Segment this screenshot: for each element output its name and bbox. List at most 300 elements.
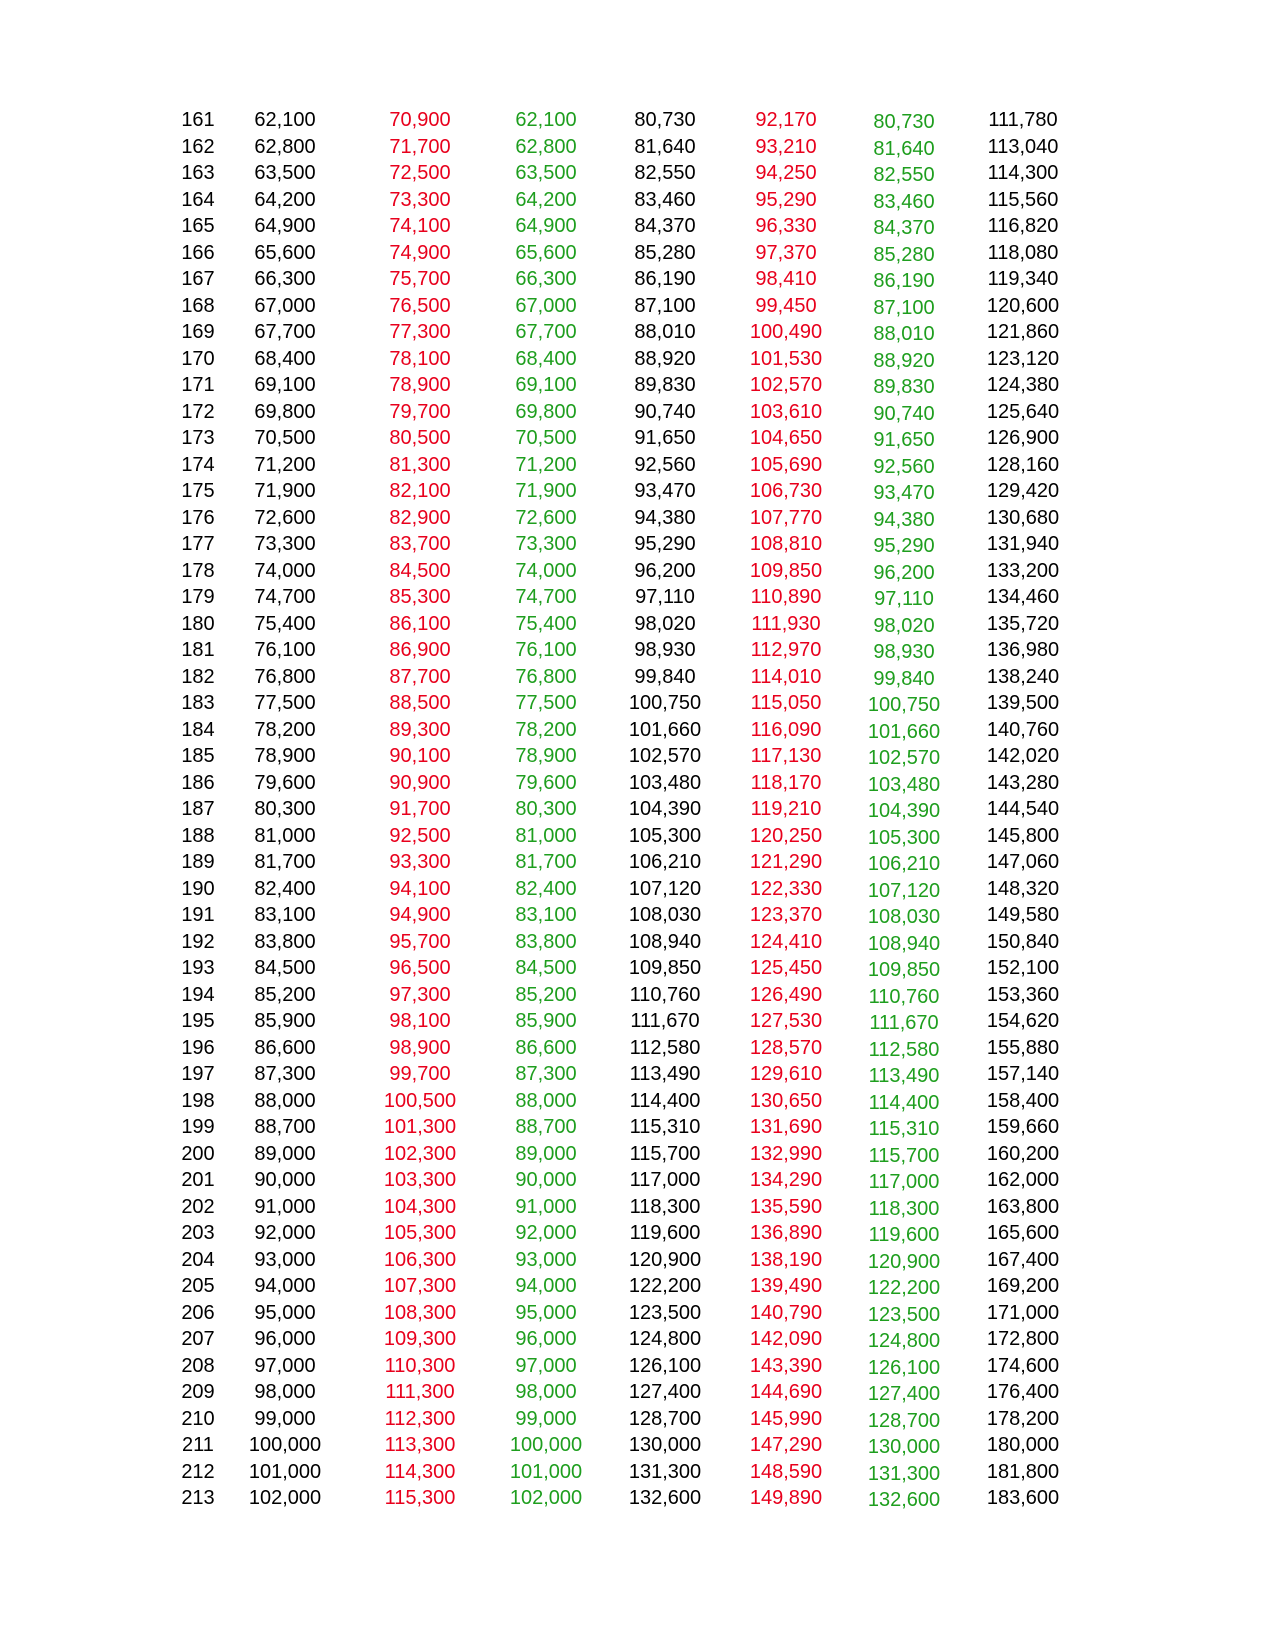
table-cell: 79,600: [515, 771, 577, 794]
table-row: [180, 584, 1086, 611]
table-cell: 116,090: [750, 718, 822, 741]
table-cell: 92,560: [873, 455, 935, 478]
table-cell: 127,400: [628, 1381, 702, 1403]
table-cell: 63,500: [515, 162, 577, 184]
table-cell: 65,600: [515, 241, 577, 264]
table-row: [180, 796, 1086, 823]
table-cell: 100,000: [509, 1434, 583, 1456]
table-cell: 85,200: [254, 983, 316, 1006]
table-cell: 103,480: [867, 773, 941, 796]
table-cell: 99,840: [873, 667, 935, 690]
table-cell: 101,000: [248, 1460, 322, 1483]
row-number-cell: 186: [181, 771, 215, 794]
table-cell: 176,400: [986, 1381, 1060, 1403]
table-cell: 81,300: [389, 453, 451, 476]
table-cell: 86,600: [515, 1036, 577, 1059]
table-cell: 69,800: [254, 400, 316, 423]
table-cell: 70,900: [389, 109, 451, 131]
table-cell: 62,100: [254, 109, 316, 131]
row-number-cell: 171: [181, 374, 215, 396]
table-cell: 83,100: [254, 904, 316, 926]
table-row: [180, 160, 1086, 187]
table-cell: 80,730: [634, 109, 696, 131]
table-row: [180, 319, 1086, 346]
table-row: [180, 1353, 1086, 1380]
table-cell: 118,300: [629, 1195, 701, 1218]
table-cell: 91,650: [873, 429, 935, 451]
table-row: [180, 717, 1086, 744]
table-cell: 76,800: [515, 665, 577, 688]
row-number-cell: 180: [181, 612, 215, 635]
table-cell: 81,700: [515, 851, 577, 873]
row-number-cell: 163: [181, 162, 215, 184]
table-cell: 94,100: [389, 877, 451, 900]
table-cell: 89,000: [254, 1142, 316, 1165]
table-row: [180, 1220, 1086, 1247]
row-number-cell: 194: [181, 983, 215, 1006]
table-cell: 94,000: [254, 1275, 316, 1297]
table-cell: 139,490: [749, 1275, 823, 1297]
table-cell: 86,600: [254, 1036, 316, 1059]
table-cell: 73,300: [515, 533, 577, 555]
table-cell: 126,490: [749, 983, 823, 1006]
table-cell: 63,500: [254, 162, 316, 184]
table-cell: 120,900: [867, 1250, 941, 1273]
table-cell: 145,990: [749, 1407, 823, 1430]
row-number-cell: 174: [181, 453, 215, 476]
table-cell: 101,660: [867, 720, 941, 743]
table-cell: 100,500: [383, 1089, 457, 1112]
table-cell: 79,700: [389, 400, 451, 423]
table-cell: 94,380: [873, 508, 935, 531]
table-row: [180, 478, 1086, 505]
table-cell: 75,400: [254, 612, 316, 635]
table-cell: 106,210: [867, 853, 941, 875]
table-cell: 95,290: [755, 188, 817, 211]
table-cell: 98,410: [755, 268, 817, 290]
table-cell: 102,570: [628, 745, 702, 767]
table-cell: 154,620: [986, 1010, 1060, 1032]
table-cell: 132,600: [628, 1487, 702, 1509]
table-cell: 76,500: [389, 294, 451, 317]
table-cell: 71,200: [515, 453, 577, 476]
table-cell: 83,800: [515, 930, 577, 953]
table-cell: 84,370: [873, 217, 935, 239]
table-cell: 87,300: [254, 1063, 316, 1085]
table-cell: 73,300: [389, 188, 451, 211]
table-cell: 74,900: [389, 241, 451, 264]
table-cell: 140,760: [986, 718, 1060, 741]
table-cell: 93,470: [634, 480, 696, 502]
row-number-cell: 204: [181, 1248, 215, 1271]
table-cell: 64,200: [254, 188, 316, 211]
table-row: [180, 134, 1086, 161]
table-cell: 71,200: [254, 453, 316, 476]
row-number-cell: 183: [181, 692, 215, 714]
table-cell: 108,030: [867, 906, 941, 928]
row-number-cell: 210: [181, 1407, 215, 1430]
row-number-cell: 182: [181, 665, 215, 688]
table-cell: 93,300: [389, 851, 451, 873]
table-cell: 85,300: [389, 586, 451, 608]
table-cell: 183,600: [986, 1487, 1060, 1509]
table-row: [180, 107, 1086, 134]
table-cell: 83,460: [873, 190, 935, 213]
table-cell: 72,500: [389, 162, 451, 184]
table-cell: 93,210: [755, 135, 817, 158]
row-number-cell: 191: [181, 904, 215, 926]
table-cell: 77,500: [515, 692, 577, 714]
table-cell: 107,770: [749, 506, 823, 529]
table-cell: 104,390: [628, 798, 702, 820]
table-cell: 120,250: [749, 824, 823, 847]
table-cell: 68,400: [515, 347, 577, 370]
row-number-cell: 164: [181, 188, 215, 211]
table-cell: 87,700: [389, 665, 451, 688]
table-cell: 96,200: [873, 561, 935, 584]
table-body: [180, 107, 1086, 1512]
table-cell: 71,900: [254, 480, 316, 502]
table-cell: 88,010: [634, 321, 696, 343]
table-cell: 174,600: [986, 1354, 1060, 1377]
row-number-cell: 170: [181, 347, 215, 370]
table-cell: 64,900: [515, 215, 577, 237]
table-row: [180, 346, 1086, 373]
table-cell: 138,190: [749, 1248, 823, 1271]
table-cell: 152,100: [986, 957, 1060, 979]
table-cell: 132,990: [749, 1142, 823, 1165]
table-cell: 144,540: [986, 798, 1060, 820]
row-number-cell: 200: [181, 1142, 215, 1165]
table-cell: 80,300: [254, 798, 316, 820]
table-cell: 124,380: [986, 374, 1060, 396]
table-cell: 120,600: [986, 294, 1060, 317]
table-cell: 82,550: [634, 162, 696, 184]
table-row: [180, 531, 1086, 558]
table-cell: 96,500: [389, 957, 451, 979]
table-cell: 155,880: [986, 1036, 1060, 1059]
table-row: [180, 955, 1086, 982]
table-row: [180, 1459, 1086, 1486]
table-cell: 95,000: [254, 1301, 316, 1324]
table-cell: 74,000: [515, 559, 577, 582]
table-cell: 80,300: [515, 798, 577, 820]
table-cell: 138,240: [986, 665, 1060, 688]
table-cell: 67,000: [515, 294, 577, 317]
row-number-cell: 212: [181, 1460, 215, 1483]
table-cell: 86,190: [634, 268, 696, 290]
row-number-cell: 208: [181, 1354, 215, 1377]
table-cell: 98,100: [389, 1010, 451, 1032]
table-cell: 69,800: [515, 400, 577, 423]
table-cell: 98,000: [254, 1381, 316, 1403]
row-number-cell: 203: [181, 1222, 215, 1244]
table-cell: 62,800: [254, 135, 316, 158]
table-cell: 143,390: [749, 1354, 823, 1377]
table-cell: 85,280: [634, 241, 696, 264]
table-cell: 131,940: [986, 533, 1060, 555]
table-cell: 89,000: [515, 1142, 577, 1165]
table-cell: 122,200: [867, 1277, 941, 1299]
table-cell: 78,900: [515, 745, 577, 767]
table-cell: 109,850: [867, 959, 941, 981]
table-cell: 95,000: [515, 1301, 577, 1324]
table-cell: 130,650: [749, 1089, 823, 1112]
table-cell: 86,100: [389, 612, 451, 635]
table-cell: 111,930: [751, 612, 821, 635]
table-cell: 95,700: [389, 930, 451, 953]
table-cell: 81,640: [873, 137, 935, 160]
table-cell: 74,100: [389, 215, 451, 237]
table-cell: 101,300: [383, 1116, 457, 1138]
table-cell: 117,000: [629, 1169, 701, 1191]
table-cell: 102,570: [867, 747, 941, 769]
table-cell: 119,340: [987, 268, 1059, 290]
table-cell: 93,470: [873, 482, 935, 504]
row-number-cell: 199: [181, 1116, 215, 1138]
table-cell: 134,290: [749, 1169, 823, 1191]
row-number-cell: 213: [181, 1487, 215, 1509]
table-cell: 165,600: [986, 1222, 1060, 1244]
table-cell: 69,100: [515, 374, 577, 396]
table-cell: 159,660: [986, 1116, 1060, 1138]
table-cell: 167,400: [986, 1248, 1060, 1271]
table-cell: 157,140: [986, 1063, 1060, 1085]
table-cell: 98,000: [515, 1381, 577, 1403]
table-cell: 119,600: [629, 1222, 701, 1244]
table-cell: 106,730: [749, 480, 823, 502]
table-cell: 89,300: [389, 718, 451, 741]
table-cell: 92,000: [254, 1222, 316, 1244]
table-cell: 87,100: [634, 294, 696, 317]
table-cell: 83,800: [254, 930, 316, 953]
table-cell: 149,890: [749, 1487, 823, 1509]
table-cell: 64,900: [254, 215, 316, 237]
table-cell: 97,110: [874, 588, 934, 610]
table-row: [180, 1300, 1086, 1327]
table-cell: 106,210: [628, 851, 702, 873]
table-cell: 82,400: [254, 877, 316, 900]
table-cell: 107,300: [383, 1275, 457, 1297]
table-cell: 131,300: [867, 1462, 941, 1485]
table-cell: 92,560: [634, 453, 696, 476]
row-number-cell: 165: [181, 215, 215, 237]
table-cell: 80,730: [873, 111, 935, 133]
table-row: [180, 452, 1086, 479]
table-cell: 136,980: [986, 639, 1060, 661]
table-cell: 112,970: [750, 639, 822, 661]
table-cell: 117,000: [868, 1171, 940, 1193]
table-cell: 82,550: [873, 164, 935, 186]
table-cell: 124,410: [749, 930, 823, 953]
row-number-cell: 189: [181, 851, 215, 873]
table-cell: 121,860: [986, 321, 1060, 343]
table-cell: 71,900: [515, 480, 577, 502]
table-cell: 114,300: [384, 1460, 456, 1483]
table-cell: 93,000: [254, 1248, 316, 1271]
table-cell: 103,610: [749, 400, 823, 423]
table-cell: 169,200: [986, 1275, 1060, 1297]
row-number-cell: 188: [181, 824, 215, 847]
table-cell: 114,400: [868, 1091, 940, 1114]
table-cell: 112,300: [384, 1407, 456, 1430]
row-number-cell: 185: [181, 745, 215, 767]
table-cell: 84,500: [254, 957, 316, 979]
table-row: [180, 1141, 1086, 1168]
table-cell: 82,100: [389, 480, 451, 502]
table-cell: 133,200: [986, 559, 1060, 582]
table-cell: 77,500: [254, 692, 316, 714]
table-cell: 89,830: [634, 374, 696, 396]
table-row: [180, 849, 1086, 876]
table-row: [180, 1247, 1086, 1274]
table-cell: 95,290: [873, 535, 935, 557]
table-cell: 111,670: [630, 1010, 700, 1032]
table-cell: 97,110: [635, 586, 695, 608]
table-cell: 126,100: [628, 1354, 702, 1377]
table-cell: 118,300: [868, 1197, 940, 1220]
table-row: [180, 743, 1086, 770]
table-cell: 98,020: [634, 612, 696, 635]
row-number-cell: 177: [181, 533, 215, 555]
table-cell: 135,720: [986, 612, 1060, 635]
row-number-cell: 187: [181, 798, 215, 820]
table-cell: 70,500: [515, 427, 577, 449]
table-cell: 107,120: [867, 879, 941, 902]
row-number-cell: 211: [182, 1434, 214, 1456]
table-cell: 110,890: [750, 586, 822, 608]
table-cell: 97,000: [254, 1354, 316, 1377]
row-number-cell: 172: [181, 400, 215, 423]
table-cell: 127,400: [867, 1383, 941, 1405]
table-cell: 90,000: [515, 1169, 577, 1191]
row-number-cell: 169: [181, 321, 215, 343]
table-cell: 108,940: [867, 932, 941, 955]
table-cell: 94,900: [389, 904, 451, 926]
table-cell: 102,000: [248, 1487, 322, 1509]
table-cell: 82,900: [389, 506, 451, 529]
row-number-cell: 181: [181, 639, 215, 661]
table-cell: 91,000: [254, 1195, 316, 1218]
row-number-cell: 209: [181, 1381, 215, 1403]
table-cell: 83,100: [515, 904, 577, 926]
table-cell: 85,900: [515, 1010, 577, 1032]
table-cell: 123,120: [986, 347, 1060, 370]
table-cell: 79,600: [254, 771, 316, 794]
table-cell: 85,280: [873, 243, 935, 266]
table-row: [180, 213, 1086, 240]
table-cell: 99,450: [755, 294, 817, 317]
table-cell: 148,590: [749, 1460, 823, 1483]
table-row: [180, 1326, 1086, 1353]
table-cell: 120,900: [628, 1248, 702, 1271]
table-row: [180, 1485, 1086, 1512]
table-cell: 88,500: [389, 692, 451, 714]
table-cell: 94,000: [515, 1275, 577, 1297]
table-cell: 115,310: [629, 1116, 701, 1138]
table-cell: 101,660: [628, 718, 702, 741]
table-row: [180, 1167, 1086, 1194]
table-cell: 94,250: [755, 162, 817, 184]
table-row: [180, 982, 1086, 1009]
table-cell: 99,000: [515, 1407, 577, 1430]
table-cell: 87,300: [515, 1063, 577, 1085]
table-cell: 92,500: [389, 824, 451, 847]
table-cell: 67,700: [515, 321, 577, 343]
table-cell: 143,280: [986, 771, 1060, 794]
table-cell: 67,700: [254, 321, 316, 343]
table-cell: 90,000: [254, 1169, 316, 1191]
table-cell: 145,800: [986, 824, 1060, 847]
table-cell: 73,300: [254, 533, 316, 555]
table-cell: 84,370: [634, 215, 696, 237]
table-row: [180, 690, 1086, 717]
table-cell: 81,000: [515, 824, 577, 847]
table-cell: 84,500: [515, 957, 577, 979]
table-cell: 122,330: [749, 877, 823, 900]
table-row: [180, 505, 1086, 532]
table-cell: 158,400: [986, 1089, 1060, 1112]
row-number-cell: 198: [181, 1089, 215, 1112]
table-row: [180, 399, 1086, 426]
table-cell: 109,850: [749, 559, 823, 582]
table-cell: 150,840: [986, 930, 1060, 953]
row-number-cell: 206: [181, 1301, 215, 1324]
table-cell: 83,700: [389, 533, 451, 555]
table-cell: 62,800: [515, 135, 577, 158]
table-cell: 114,300: [987, 162, 1059, 184]
table-cell: 67,000: [254, 294, 316, 317]
table-cell: 109,300: [383, 1328, 457, 1350]
table-cell: 113,300: [384, 1434, 456, 1456]
table-cell: 92,170: [755, 109, 817, 131]
table-cell: 88,000: [515, 1089, 577, 1112]
table-cell: 66,300: [254, 268, 316, 290]
table-cell: 131,690: [749, 1116, 823, 1138]
table-cell: 64,200: [515, 188, 577, 211]
table-cell: 113,490: [629, 1063, 701, 1085]
table-row: [180, 876, 1086, 903]
table-cell: 108,300: [383, 1301, 457, 1324]
table-cell: 85,900: [254, 1010, 316, 1032]
table-cell: 75,400: [515, 612, 577, 635]
table-cell: 107,120: [628, 877, 702, 900]
table-cell: 105,300: [628, 824, 702, 847]
row-number-cell: 205: [181, 1275, 215, 1297]
table-cell: 129,610: [749, 1063, 823, 1085]
table-cell: 115,700: [629, 1142, 701, 1165]
table-cell: 76,100: [515, 639, 577, 661]
table-row: [180, 1194, 1086, 1221]
table-cell: 130,000: [867, 1436, 941, 1458]
table-cell: 115,310: [868, 1118, 940, 1140]
data-table: [180, 107, 1086, 1512]
table-cell: 88,010: [873, 323, 935, 345]
table-cell: 135,590: [749, 1195, 823, 1218]
table-cell: 115,560: [987, 188, 1059, 211]
table-cell: 97,000: [515, 1354, 577, 1377]
table-row: [180, 187, 1086, 214]
table-cell: 66,300: [515, 268, 577, 290]
table-cell: 126,100: [867, 1356, 941, 1379]
table-cell: 108,940: [628, 930, 702, 953]
table-cell: 104,650: [749, 427, 823, 449]
table-cell: 181,800: [986, 1460, 1060, 1483]
table-cell: 110,760: [868, 985, 940, 1008]
table-cell: 62,100: [515, 109, 577, 131]
table-cell: 88,920: [634, 347, 696, 370]
table-cell: 132,600: [867, 1489, 941, 1511]
